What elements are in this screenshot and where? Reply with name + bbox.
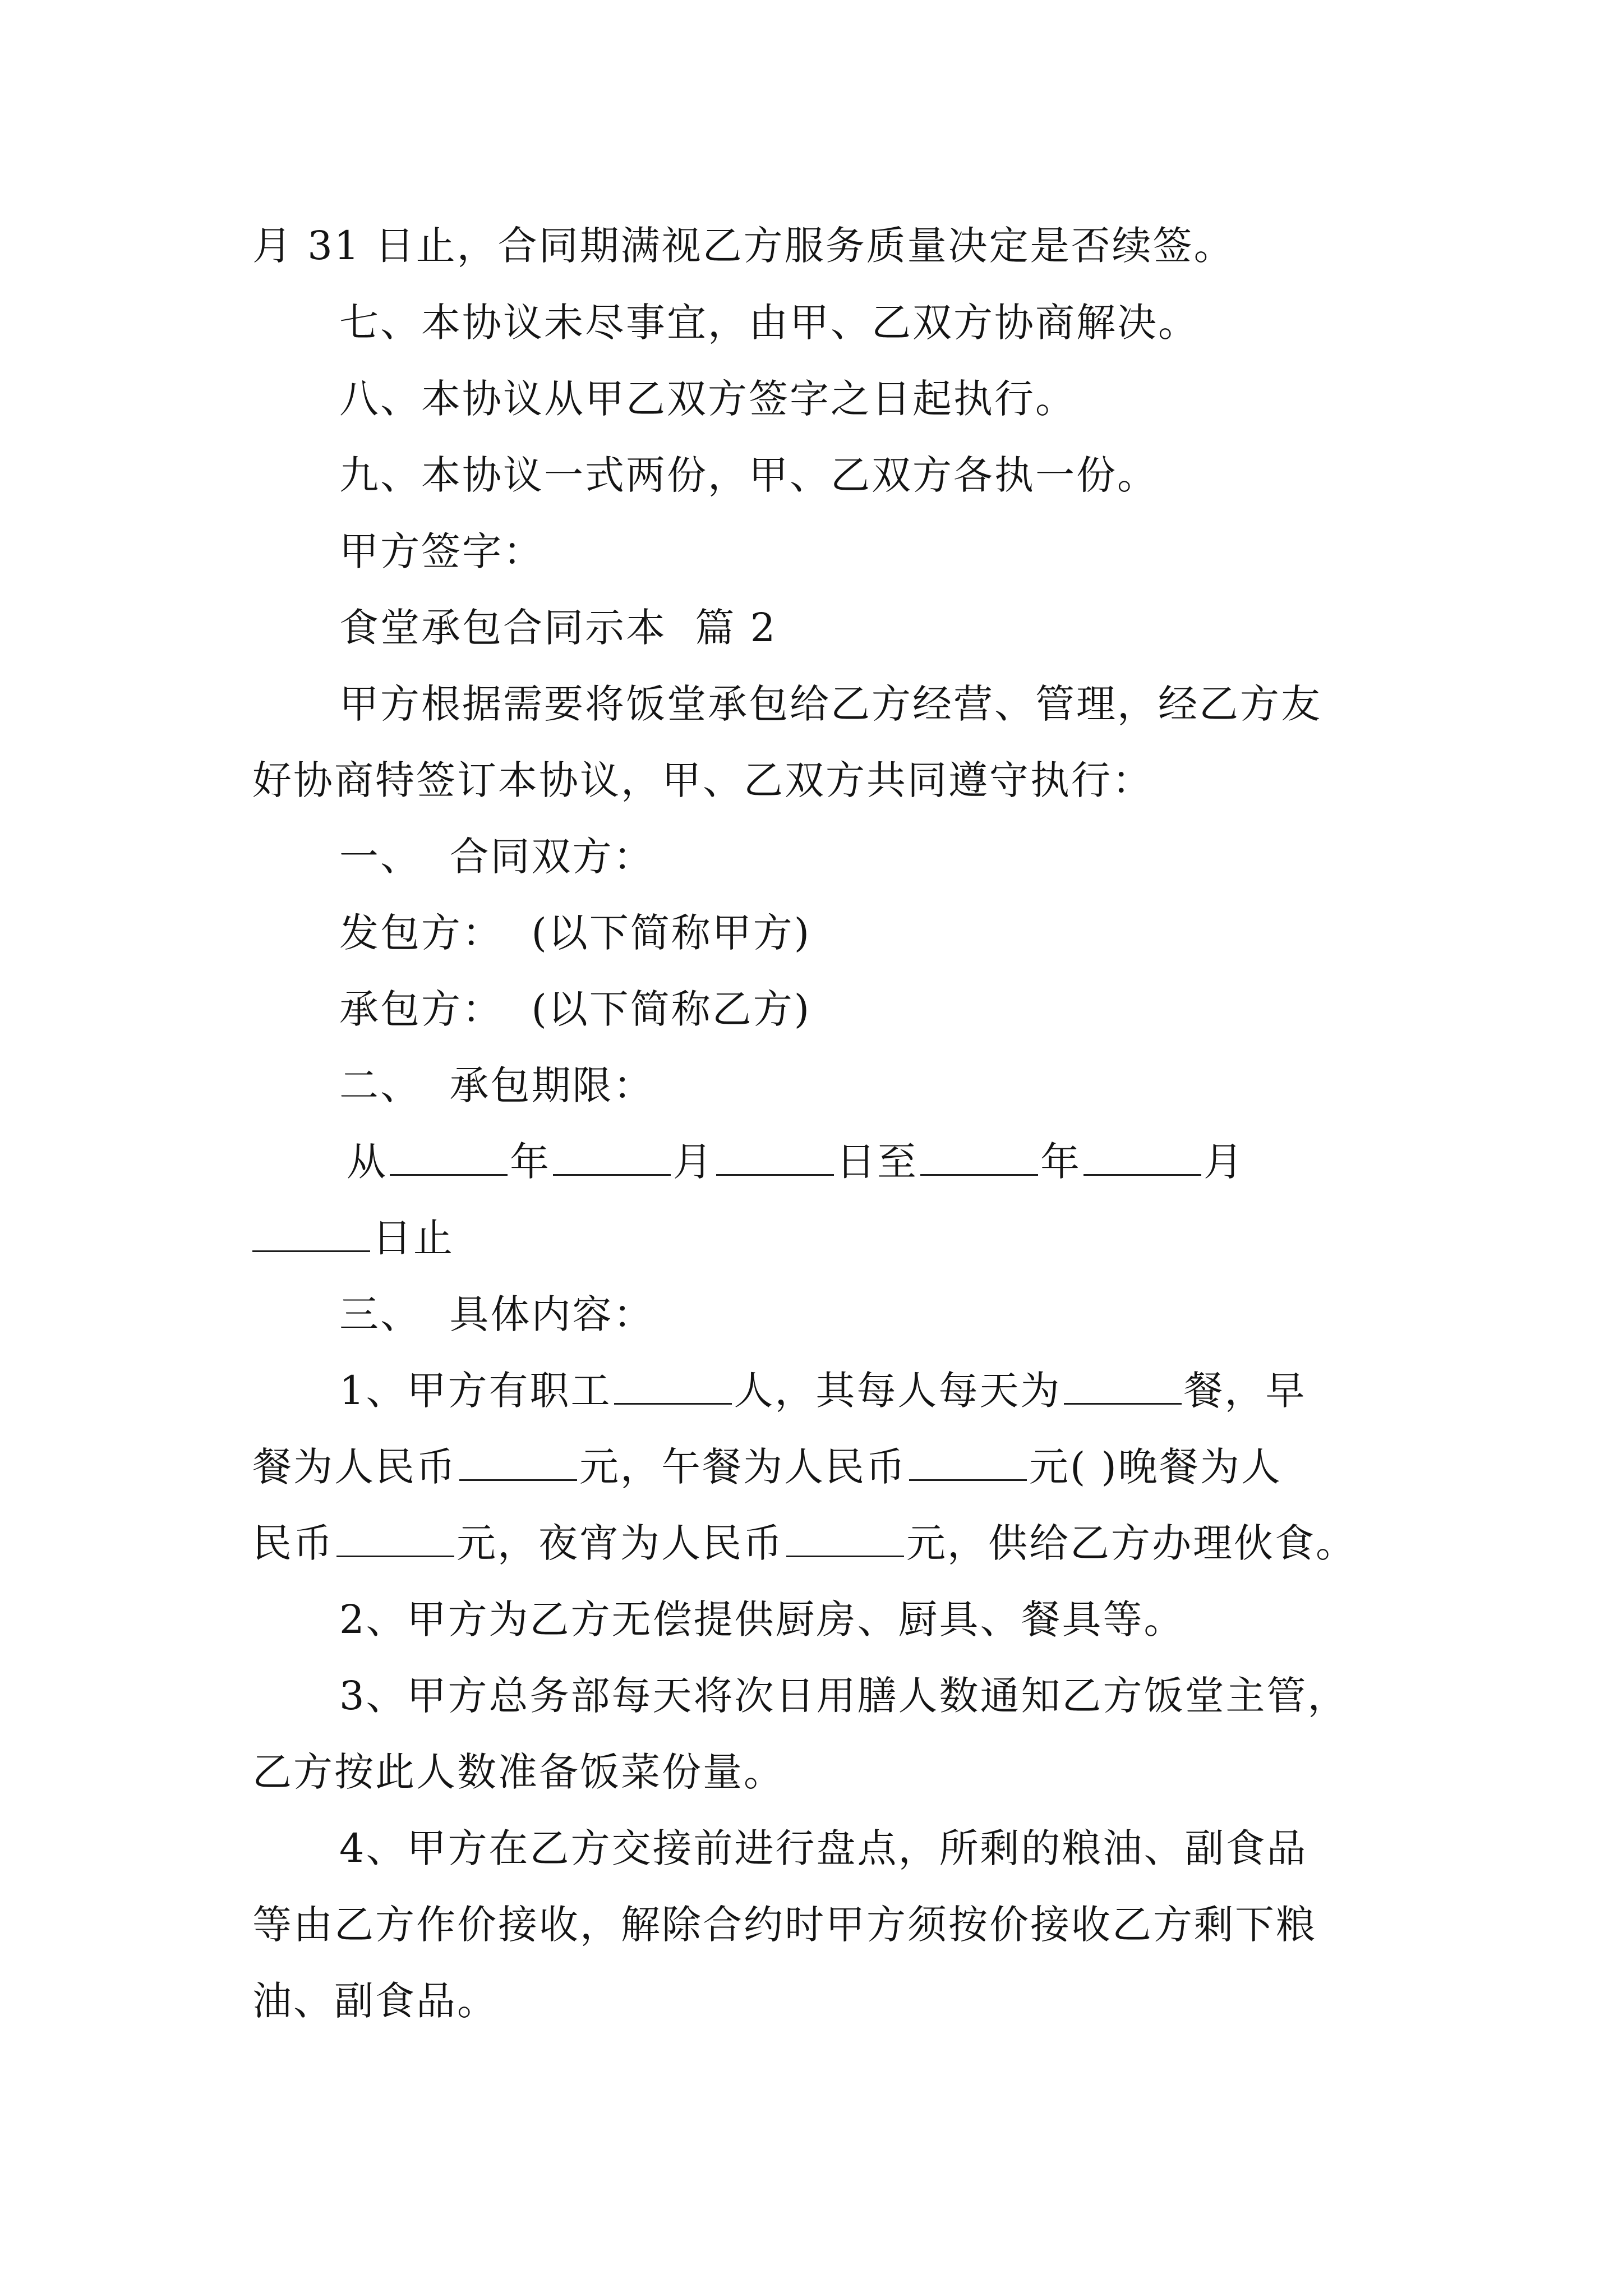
dinner-price-blank — [336, 1510, 454, 1557]
from-label: 从 — [347, 1139, 388, 1185]
item3-line2: 乙方按此人数准备饭菜份量。 — [252, 1749, 785, 1795]
item1-text: 元( )晚餐为人 — [1029, 1444, 1282, 1490]
item1-text: 人，其每人每天为 — [734, 1368, 1062, 1414]
contractor-party-line: 承包方： (以下简称乙方) — [339, 986, 811, 1032]
night-snack-price-blank — [786, 1510, 904, 1557]
paragraph-contract-term-end: 月 31 日止，合同期满视乙方服务质量决定是否续签。 — [252, 223, 1235, 269]
contract-period-date-row — [347, 1128, 1485, 1195]
item1-text: 民币 — [252, 1520, 334, 1566]
month-label: 月 — [1204, 1139, 1244, 1185]
section-title-part2: 食堂承包合同示本 篇 2 — [339, 605, 777, 651]
item3-line1: 3、甲方总务部每天将次日用膳人数通知乙方饭堂主管， — [339, 1673, 1349, 1719]
year-label: 年 — [1040, 1139, 1081, 1185]
breakfast-price-blank — [459, 1433, 577, 1481]
issuer-party-line: 发包方： (以下简称甲方) — [339, 910, 811, 956]
intro-paragraph-line2: 好协商特签订本协议，甲、乙双方共同遵守执行： — [252, 757, 1153, 803]
clause-seven: 七、本协议未尽事宜，由甲、乙双方协商解决。 — [339, 300, 1199, 346]
party-a-signature-label: 甲方签字： — [339, 528, 544, 574]
clause-eight: 八、本协议从甲乙双方签字之日起执行。 — [339, 376, 1076, 422]
item1-text: 元，夜宵为人民币 — [457, 1520, 784, 1566]
heading-contract-parties: 一、 合同双方： — [339, 834, 654, 880]
heading-contract-period: 二、 承包期限： — [339, 1062, 654, 1108]
item1-line2 — [252, 1433, 1391, 1501]
start-month-blank — [553, 1128, 671, 1176]
end-day-blank — [252, 1204, 370, 1252]
item1-text: 餐，早 — [1183, 1368, 1307, 1414]
intro-paragraph-line1: 甲方根据需要将饭堂承包给乙方经营、管理，经乙方友 — [339, 681, 1322, 727]
lunch-price-blank — [909, 1433, 1027, 1481]
meals-per-day-blank — [1064, 1357, 1182, 1405]
item1-text: 元，午餐为人民币 — [579, 1444, 907, 1490]
item4-line2: 等由乙方作价接收，解除合约时甲方须按价接收乙方剩下粮 — [252, 1902, 1317, 1948]
item1-text: 餐为人民币 — [252, 1444, 457, 1490]
item1-text: 元，供给乙方办理伙食。 — [906, 1520, 1357, 1566]
end-month-blank — [1083, 1128, 1201, 1176]
staff-count-blank — [614, 1357, 732, 1405]
item1-line1 — [339, 1357, 1478, 1424]
start-year-blank — [390, 1128, 508, 1176]
contract-period-end-row — [252, 1204, 1391, 1272]
item4-line1: 4、甲方在乙方交接前进行盘点，所剩的粮油、副食品 — [339, 1825, 1308, 1871]
item1-line3 — [252, 1510, 1391, 1577]
month-label: 月 — [673, 1139, 714, 1185]
clause-nine: 九、本协议一式两份，甲、乙双方各执一份。 — [339, 452, 1158, 498]
start-day-blank — [716, 1128, 834, 1176]
item2-line: 2、甲方为乙方无偿提供厨房、厨具、餐具等。 — [339, 1596, 1185, 1642]
end-year-blank — [920, 1128, 1038, 1176]
year-label: 年 — [510, 1139, 551, 1185]
item1-text: 1、甲方有职工 — [339, 1368, 612, 1414]
item4-line3: 油、副食品。 — [252, 1978, 498, 2024]
heading-specific-content: 三、 具体内容： — [339, 1291, 654, 1337]
day-end-label: 日止 — [372, 1215, 454, 1261]
day-to-label: 日至 — [836, 1139, 918, 1185]
